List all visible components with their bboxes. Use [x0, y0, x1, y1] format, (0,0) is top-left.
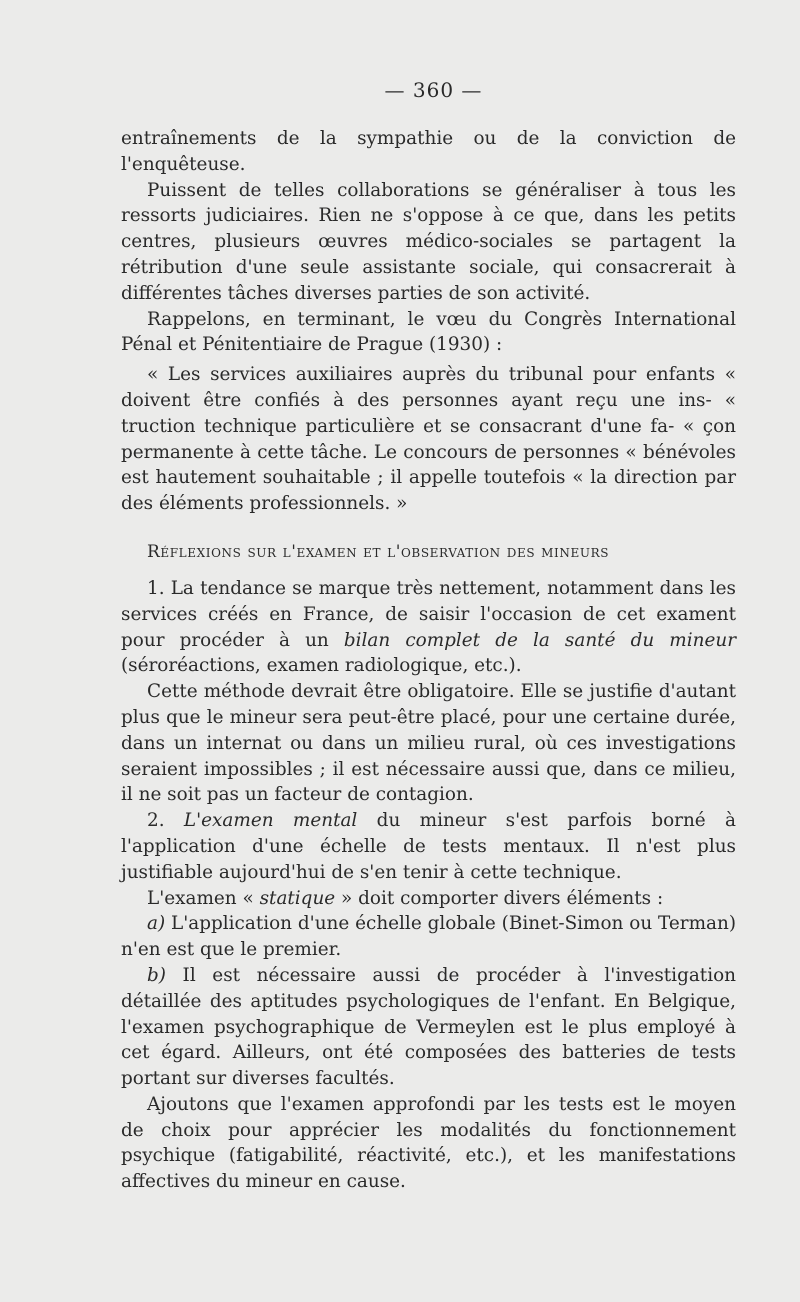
paragraph-10: Ajoutons que l'examen approfondi par les tests est le moyen de choix pour apprécier les modalités du fonctionnement psychique (fatigabilité, réactivité, etc.), et les manifestations affectives du mineur en cause. — [121, 1093, 736, 1193]
congress-quote — [121, 362, 736, 517]
page-number: — 360 — — [384, 78, 483, 102]
paragraph-7-emphasis: statique — [259, 887, 336, 909]
paragraph-4-end: (séroréactions, examen radiologique, etc.). — [121, 655, 522, 677]
paragraph-8 — [121, 911, 736, 963]
paragraph-7 — [121, 886, 736, 912]
paragraph-3: Rappelons, en terminant, le vœu du Congrès International Pénal et Pénitentiaire de Prague (1930) : — [121, 308, 736, 356]
paragraph-6-emphasis: L'examen mental — [183, 810, 358, 832]
paragraph-9-text: Il est nécessaire aussi de procéder à l'investigation détaillée des aptitudes psychologiques de l'enfant. En Belgique, l'examen psychographique de Vermeylen est le plus employé à cet égard. Ailleurs, ont été composées des batteries de tests portant sur diverses facultés. — [121, 964, 736, 1090]
paragraph-4-emphasis: bilan complet de la santé du mineur — [343, 629, 736, 651]
paragraph-4-start: 1. La tendance se marque très nettement, notamment dans les services créés en France, de saisir l'occasion de cet exament pour procéder à un — [121, 577, 736, 651]
quote-text: « Les services auxiliaires auprès du tribunal pour enfants « doivent être confiés à des personnes ayant reçu une ins- « truction technique particulière et se consacrant d'une fa- « çon permanente à cette tâche. Le concours de personnes « bénévoles est hautement souhaitable ; il appelle toutefois « la direction par des éléments professionnels. » — [121, 364, 736, 515]
paragraph-6 — [121, 808, 736, 885]
paragraph-7-start: L'examen « — [147, 887, 260, 909]
paragraph-1: entraînements de la sympathie ou de la conviction de l'enquêteuse. — [121, 128, 736, 175]
paragraph-4 — [121, 576, 736, 679]
list-label-b: b) — [147, 964, 166, 986]
paragraph-5: Cette méthode devrait être obligatoire. Elle se justifie d'autant plus que le mineur sera peut-être placé, pour une certaine durée, dans un internat ou dans un milieu rural, où ces investigations seraient impossibles ; il est nécessaire aussi que, dans ce milieu, il ne soit pas un facteur de contagion. — [121, 681, 736, 806]
paragraph-8-text: L'application d'une échelle globale (Binet-Simon ou Terman) n'en est que le premier. — [121, 913, 736, 961]
paragraph-6-end: du mineur s'est parfois borné à l'application d'une échelle de tests mentaux. Il n'est plus justifiable aujourd'hui de s'en tenir à cette technique. — [121, 810, 736, 883]
section-heading: Réflexions sur l'examen et l'observation des mineurs — [147, 541, 610, 562]
list-label-a: a) — [147, 913, 166, 935]
paragraph-9 — [121, 963, 736, 1092]
paragraph-7-end: » doit comporter divers éléments : — [335, 887, 664, 909]
paragraph-2: Puissent de telles collaborations se généraliser à tous les ressorts judiciaires. Rien ne s'oppose à ce que, dans les petits centres, plusieurs œuvres médico-sociales se partagent la rétribution d'une seule assistante sociale, qui consacrerait à différentes tâches diverses parties de son activité. — [121, 179, 736, 304]
paragraph-6-start: 2. — [147, 810, 184, 832]
